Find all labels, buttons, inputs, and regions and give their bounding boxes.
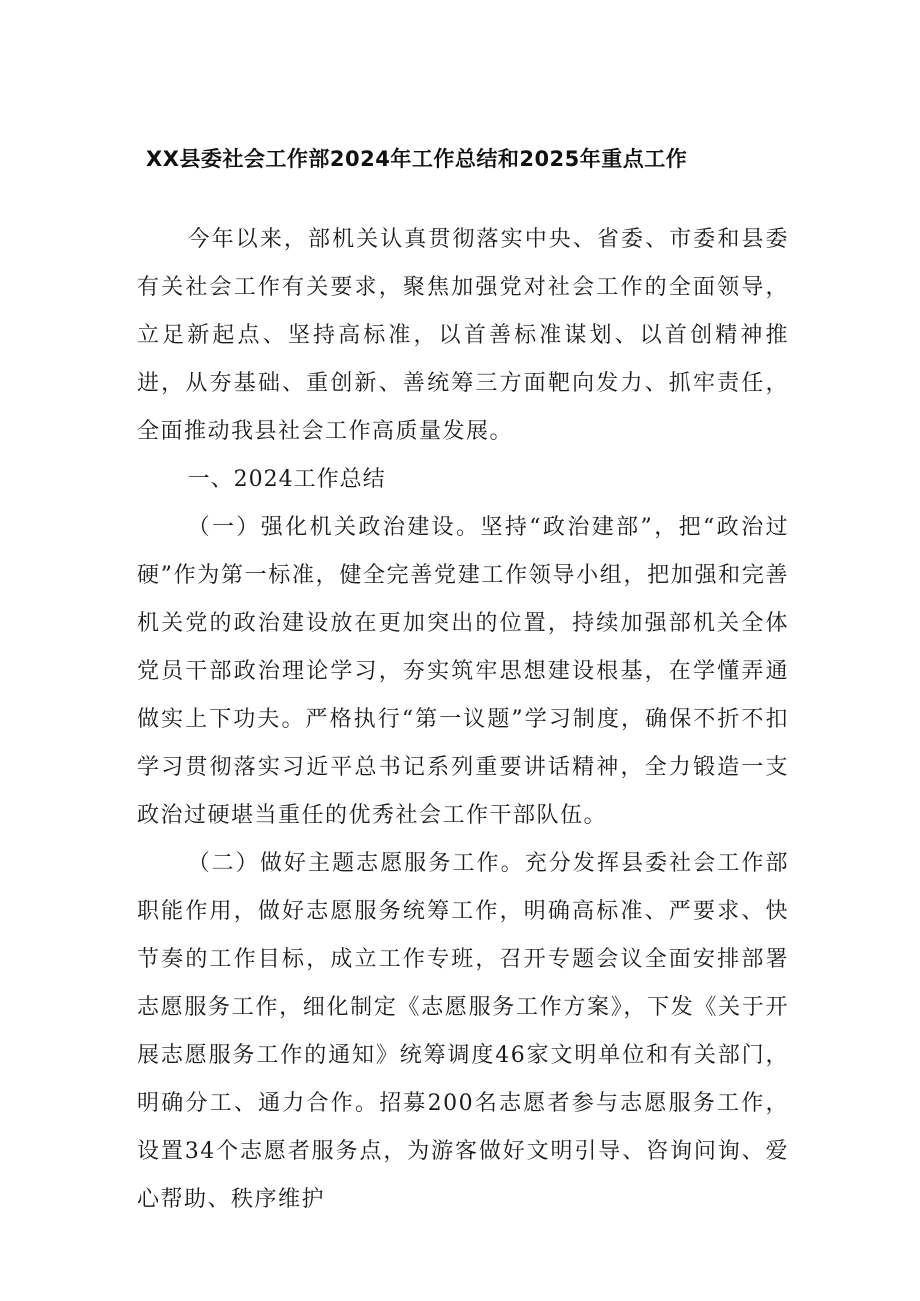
item-2-text: 充分发挥县委社会工作部职能作用，做好志愿服务统筹工作，明确高标准、严要求、快节奏的工作目标，成立工作专班，召开专题会议全面安排部署志愿服务工作，细化制定《志愿服务工作方案》，下发《关于开展志愿服务工作的通知》统筹调度46家文明单位和有关部门，明确分工、通力合作。招募200名志愿者参与志愿服务工作，设置34个志愿者服务点，为游客做好文明引导、咨询问询、爱心帮助、秩序维护	[137, 851, 789, 1212]
item-1-paragraph	[137, 504, 789, 840]
intro-paragraph: 今年以来，部机关认真贯彻落实中央、省委、市委和县委有关社会工作有关要求，聚焦加强党对社会工作的全面领导，立足新起点、坚持高标准，以首善标准谋划、以首创精神推进，从夯基础、重创新、善统筹三方面靶向发力、抓牢责任，全面推动我县社会工作高质量发展。	[137, 227, 789, 444]
item-1-text: 坚持“政治建部”，把“政治过硬”作为第一标准，健全完善党建工作领导小组，把加强和完善机关党的政治建设放在更加突出的位置，持续加强部机关全体党员干部政治理论学习，夯实筑牢思想建设根基，在学懂弄通做实上下功夫。严格执行“第一议题”学习制度，确保不折不扣学习贯彻落实习近平总书记系列重要讲话精神，全力锻造一支政治过硬堪当重任的优秀社会工作干部队伍。	[137, 515, 789, 828]
document-body	[137, 216, 789, 1224]
item-2-heading: （二）做好主题志愿服务工作。	[187, 851, 525, 876]
item-2-paragraph	[137, 840, 789, 1224]
item-1-heading: （一）强化机关政治建设。	[187, 515, 481, 540]
section-heading: 一、2024工作总结	[187, 467, 386, 492]
document-title: XX县委社会工作部2024年工作总结和2025年重点工作	[146, 147, 688, 171]
